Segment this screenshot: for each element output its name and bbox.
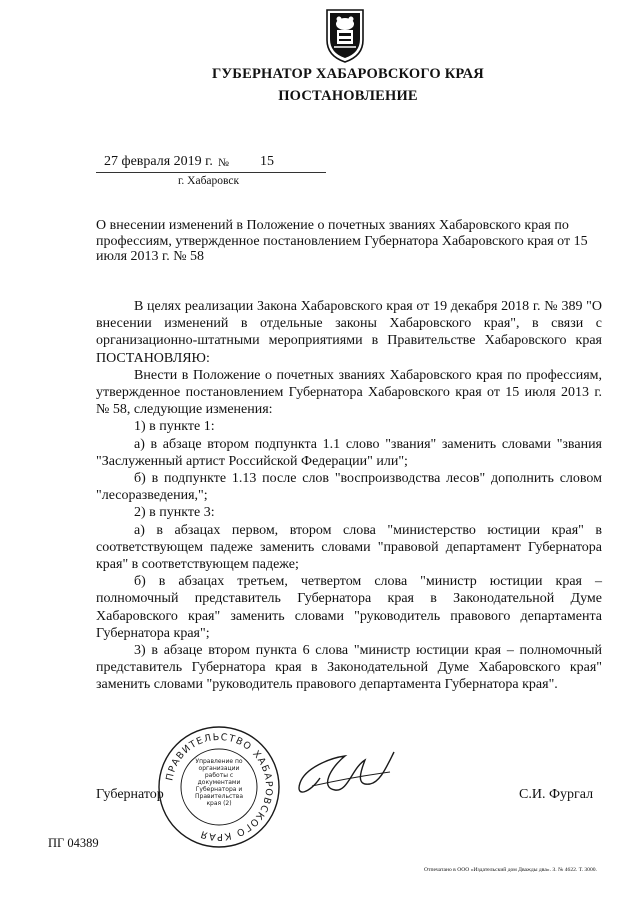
paragraph: Внести в Положение о почетных званиях Хабаровского края по профессиям, утвержденное постановлением Губернатора Хабаровского края от 15 июля 2013 г. № 58, следующие изменения: (96, 367, 602, 418)
number-sign: № (218, 157, 229, 169)
paragraph: а) в абзаце втором подпункта 1.1 слово "звания" заменить словами "звания "Заслуженный артист Российской Федерации" или"; (96, 436, 602, 469)
signatory-role: Губернатор (96, 787, 164, 802)
coat-of-arms-icon (324, 6, 366, 64)
official-stamp (154, 724, 284, 850)
city: г. Хабаровск (178, 175, 240, 187)
document-type: ПОСТАНОВЛЕНИЕ (278, 88, 418, 104)
document-body (96, 298, 602, 694)
paragraph: 3) в абзаце втором пункта 6 слова "министр юстиции края – полномочный представитель Губернатора края в Законодательной Думе Хабаровского края" заменить словами "руководитель правового департамента Губернатора края". (96, 643, 602, 693)
stamp-outer-text: ПРАВИТЕЛЬСТВО ХАБАРОВСКОГО КРАЯ (164, 731, 275, 843)
paragraph: 2) в пункте 3: (134, 505, 215, 521)
printer-info: Отпечатано в ООО «Издательский дом Дважды два». З. № 4622. Т. 3000. (424, 867, 597, 873)
signatory-name: С.И. Фургал (519, 787, 594, 802)
authority-title: ГУБЕРНАТОР ХАБАРОВСКОГО КРАЯ (212, 66, 484, 82)
paragraph: б) в абзацах третьем, четвертом слова "министр юстиции края – полномочный представитель Губернатора края в Законодательной Думе Хабаровского края" заменить словами "руководитель правового департамента Губернатора края"; (96, 574, 602, 641)
stamp-inner-text: Управление по организации работы с документами Губернатора и Правительства края (2) (195, 758, 243, 807)
paragraph: а) в абзацах первом, втором слова "министерство юстиции края" в соответствующем падеже заменить словами "правовой департамент Губернатора края" в соответствующем падеже; (96, 522, 602, 573)
paragraph: б) в подпункте 1.13 после слов "воспроизводства лесов" дополнить словом "лесоразведения,"; (96, 471, 602, 504)
divider (96, 172, 326, 173)
document-subject: О внесении изменений в Положение о почетных званиях Хабаровского края по профессиям, утвержденное постановлением Губернатора Хабаровского края от 15 июля 2013 г. № 58 (96, 218, 588, 264)
handwritten-signature (290, 738, 400, 808)
paragraph: В целях реализации Закона Хабаровского края от 19 декабря 2018 г. № 389 "О внесении изменений в отдельные законы Хабаровского края", в связи с организационно-штатными мероприятиями в Правительстве Хабаровского края ПОСТАНОВЛЯЮ: (96, 299, 602, 366)
document-number: 15 (260, 154, 274, 169)
paragraph: 1) в пункте 1: (134, 419, 215, 435)
document-code: ПГ 04389 (48, 836, 99, 850)
document-date: 27 февраля 2019 г. (104, 154, 213, 169)
